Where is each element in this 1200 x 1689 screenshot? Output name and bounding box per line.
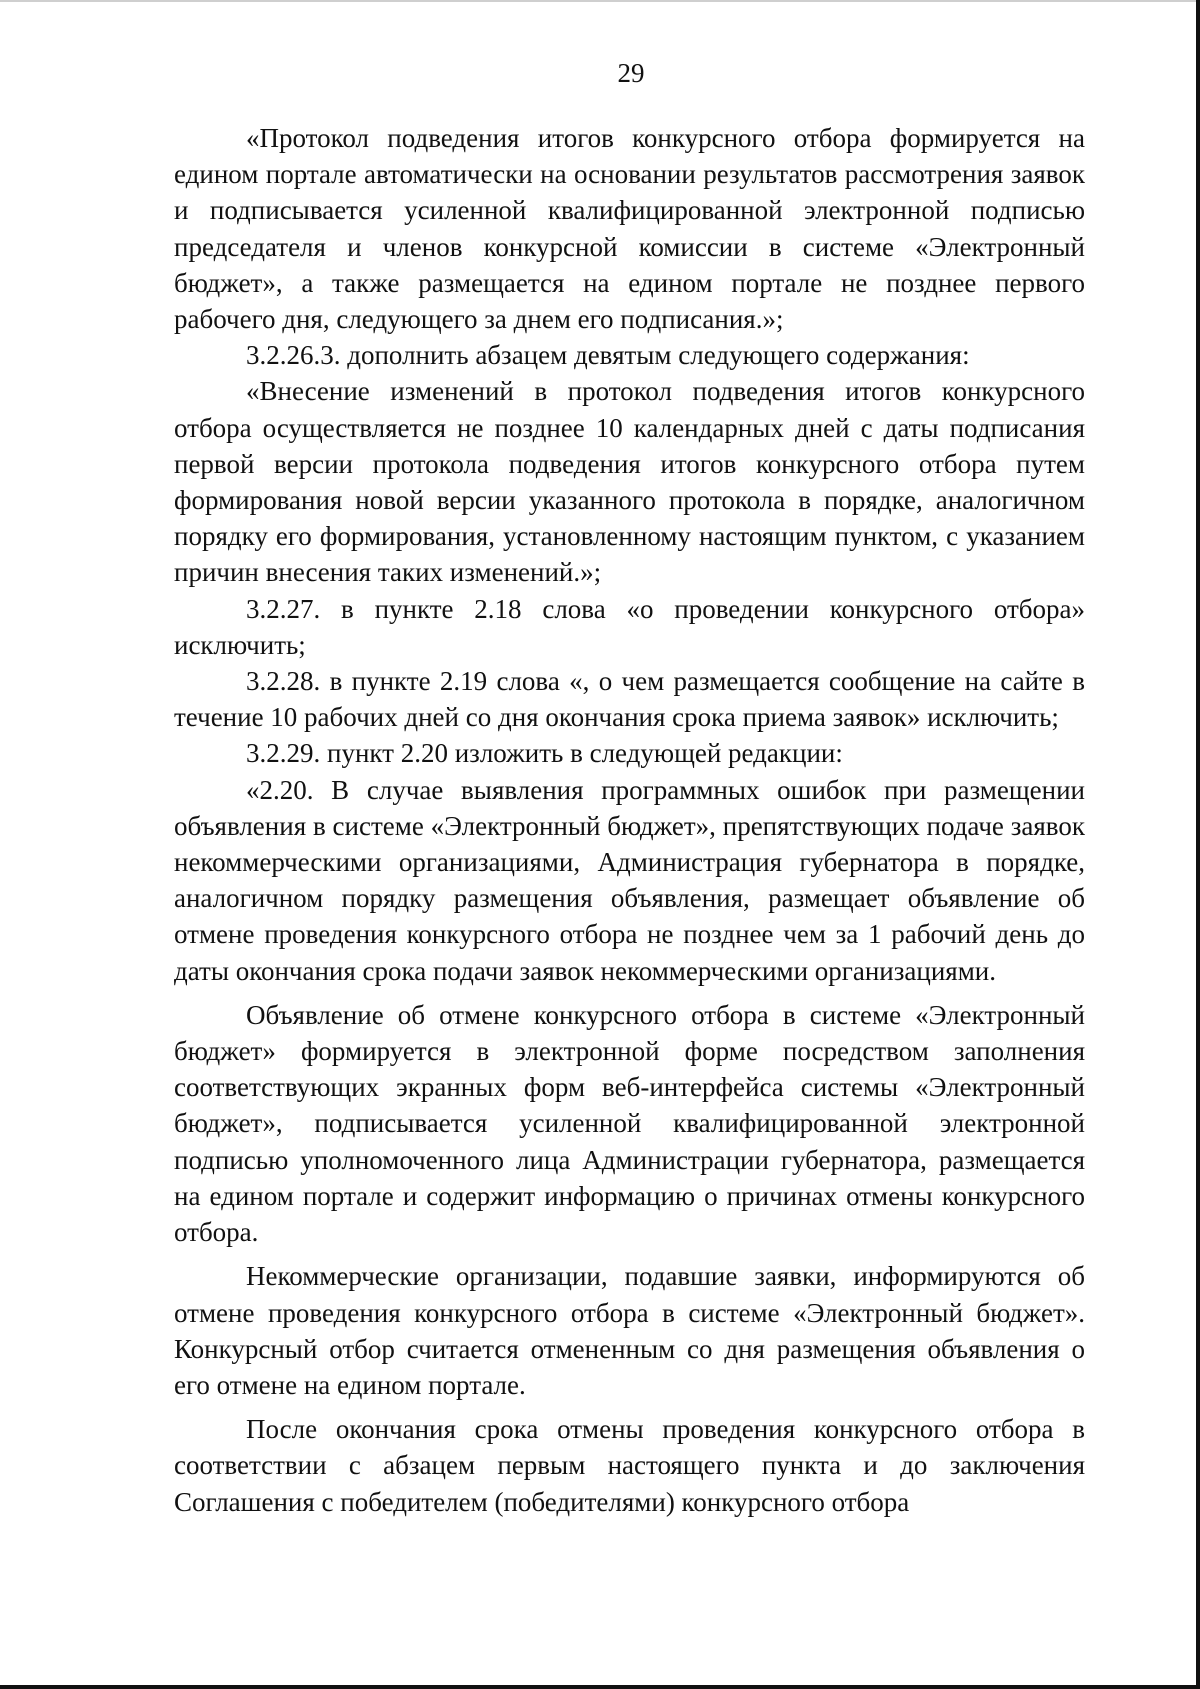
- paragraph-3-2-28: 3.2.28. в пункте 2.19 слова «, о чем размещается сообщение на сайте в течение 10 рабочих дней со дня окончания срока приема заявок» исключить;: [174, 666, 1085, 733]
- paragraph-after-cancellation: После окончания срока отмены проведения конкурсного отбора в соответствии с абзацем первым настоящего пункта и до заключения Соглашения с победителем (победителями) конкурсного отбора: [174, 1414, 1085, 1517]
- paragraph-protocol-changes: «Внесение изменений в протокол подведения итогов конкурсного отбора осуществляется не позднее 10 календарных дней с даты подписания первой версии протокола подведения итогов конкурсного отбора путем формирования новой версии указанного протокола в порядке, аналогичном порядку его формирования, установленному настоящим пунктом, с указанием причин внесения таких изменений.»;: [174, 376, 1085, 588]
- paragraph-protocol-formation: «Протокол подведения итогов конкурсного отбора формируется на едином портале автоматически на основании результатов рассмотрения заявок и подписывается усиленной квалифицированной электронной подписью председателя и членов конкурсной комиссии в системе «Электронный бюджет», а также размещается на едином портале не позднее первого рабочего дня, следующего за днем его подписания.»;: [174, 123, 1085, 335]
- scan-edge-top: [0, 0, 1200, 2]
- paragraph-3-2-26-3: 3.2.26.3. дополнить абзацем девятым следующего содержания:: [246, 340, 970, 371]
- paragraph-organizations-informed: Некоммерческие организации, подавшие заявки, информируются об отмене проведения конкурсного отбора в системе «Электронный бюджет». Конкурсный отбор считается отмененным со дня размещения объявления о его отмене на едином портале.: [174, 1261, 1085, 1400]
- paragraph-2-20: «2.20. В случае выявления программных ошибок при размещении объявления в системе «Электронный бюджет», препятствующих подаче заявок некоммерческими организациями, Администрация губернатора в порядке, аналогичном порядку размещения объявления, размещает объявление об отмене проведения конкурсного отбора не позднее чем за 1 рабочий день до даты окончания срока подачи заявок некоммерческими организациями.: [174, 774, 1085, 986]
- document-body: [174, 120, 1085, 1520]
- paragraph-3-2-29: 3.2.29. пункт 2.20 изложить в следующей редакции:: [246, 738, 843, 769]
- paragraph-3-2-27: 3.2.27. в пункте 2.18 слова «о проведении конкурсного отбора» исключить;: [174, 593, 1085, 660]
- paragraph-cancellation-notice: Объявление об отмене конкурсного отбора в системе «Электронный бюджет» формируется в электронной форме посредством заполнения соответствующих экранных форм веб-интерфейса системы «Электронный бюджет», подписывается усиленной квалифицированной электронной подписью уполномоченного лица Администрации губернатора, размещается на едином портале и содержит информацию о причинах отмены конкурсного отбора.: [174, 999, 1085, 1248]
- scan-edge-right: [1196, 0, 1200, 1689]
- page-number: 29: [617, 58, 645, 88]
- scan-edge-bottom: [0, 1685, 1200, 1689]
